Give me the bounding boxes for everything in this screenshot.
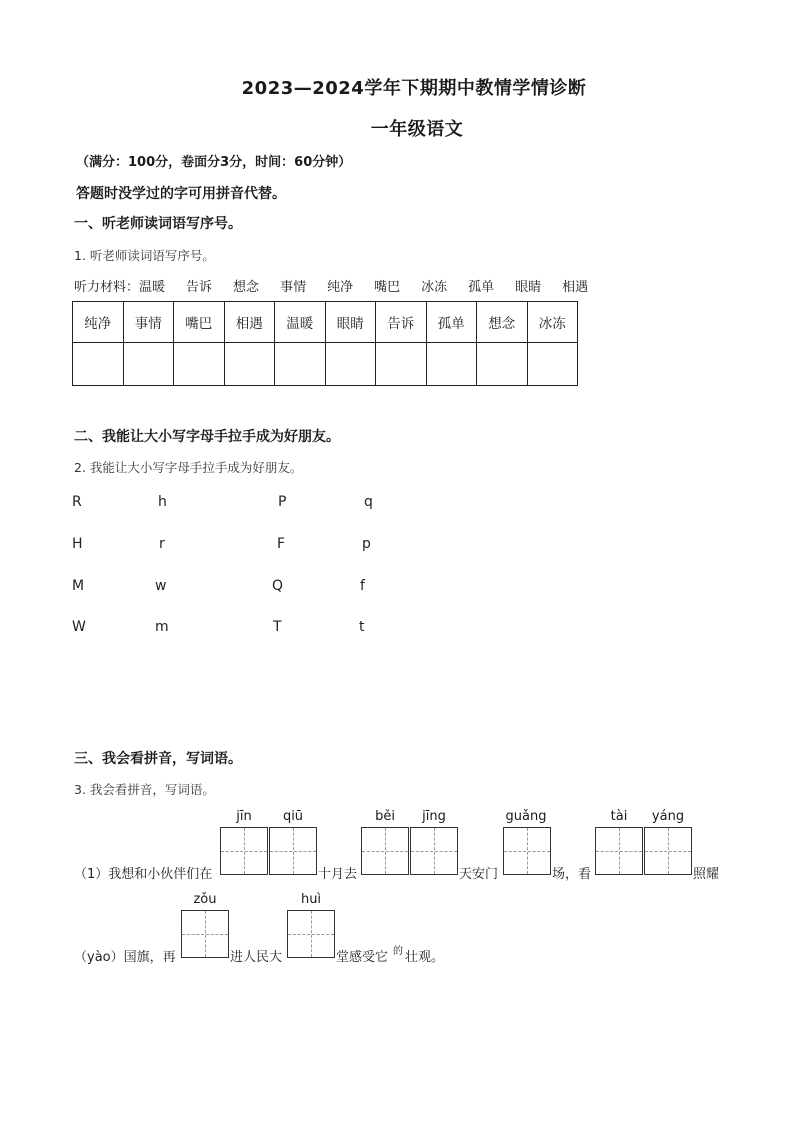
writing-box[interactable] [595,827,643,875]
letter: r [159,536,165,552]
order-table [72,301,578,386]
listen-word: 冰冻 [421,280,448,295]
section3-heading: 三、我会看拼音，写词语。 [74,751,242,767]
sentence-text: 壮观。 [405,950,445,965]
listen-word: 告诉 [186,280,213,295]
listen-word: 相遇 [562,280,589,295]
writing-box[interactable] [503,827,551,875]
sentence-text: 场，看 [552,867,592,882]
table-word-cell: 事情 [123,302,174,343]
table-word-cell: 嘴巴 [174,302,225,343]
letter: W [72,619,86,635]
letter: q [364,494,373,510]
table-word-cell: 冰冻 [527,302,578,343]
writing-box[interactable] [181,910,229,958]
sentence-text: 堂感受它 [336,950,389,965]
section2-heading: 二、我能让大小写字母手拉手成为好朋友。 [74,429,340,445]
table-row [73,302,578,343]
pinyin-label: běi [375,809,395,824]
letter: h [158,494,167,510]
sentence-text: 十月去 [318,867,358,882]
sentence-text: 的 [393,946,403,957]
pinyin-label: tài [610,809,628,824]
pinyin-label: zǒu [193,892,217,907]
letter: w [155,578,167,594]
pinyin-label: qiū [282,809,304,824]
letter: T [273,619,282,635]
listen-word: 孤单 [468,280,495,295]
letter: P [278,494,287,510]
answer-cell[interactable] [527,343,578,386]
letter: p [362,536,371,552]
table-row [73,343,578,386]
answer-cell[interactable] [73,343,124,386]
writing-box[interactable] [361,827,409,875]
listen-word: 纯净 [327,280,354,295]
writing-box[interactable] [287,910,335,958]
listen-word: 想念 [233,280,260,295]
listen-word: 眼睛 [515,280,542,295]
listen-word: 温暖 [139,280,166,295]
letter: M [72,578,85,594]
question3-text: 3. 我会看拼音，写词语。 [74,782,215,797]
listen-word: 事情 [280,280,307,295]
pinyin-label: guǎng [505,809,547,824]
answer-cell[interactable] [477,343,528,386]
letter: F [277,536,286,552]
table-word-cell: 相遇 [224,302,275,343]
table-word-cell: 告诉 [376,302,427,343]
sentence-text: 照耀 [693,867,720,882]
listening-label: 听力材料： [74,280,140,295]
score-info: （满分：100分，卷面分3分，时间：60分钟） [76,155,352,170]
sentence-text: （yào）国旗，再 [74,950,176,965]
writing-box[interactable] [220,827,268,875]
listening-material [74,276,588,295]
writing-box[interactable] [269,827,317,875]
pinyin-label: huì [300,892,322,907]
table-word-cell: 想念 [477,302,528,343]
writing-box[interactable] [410,827,458,875]
letter: m [155,619,169,635]
answer-cell[interactable] [325,343,376,386]
answer-cell[interactable] [426,343,477,386]
answer-note: 答题时没学过的字可用拼音代替。 [76,186,286,202]
answer-cell[interactable] [275,343,326,386]
answer-cell[interactable] [224,343,275,386]
exam-title: 2023—2024学年下期期中教情学情诊断 [241,78,587,99]
answer-cell[interactable] [174,343,225,386]
pinyin-label: jīn [236,809,252,824]
sentence-text: （1）我想和小伙伴们在 [74,867,213,882]
letter: H [72,536,83,552]
letter: t [359,619,365,635]
section1-heading: 一、听老师读词语写序号。 [74,216,242,232]
question2-text: 2. 我能让大小写字母手拉手成为好朋友。 [74,460,303,475]
table-word-cell: 温暖 [275,302,326,343]
answer-cell[interactable] [376,343,427,386]
letter: R [72,494,82,510]
pinyin-label: yáng [651,809,685,824]
question1-text: 1. 听老师读词语写序号。 [74,248,215,263]
sentence-text: 天安门 [459,867,499,882]
letter: f [360,578,365,594]
grade-title: 一年级语文 [370,119,464,140]
sentence-text: 进人民大 [230,950,283,965]
answer-cell[interactable] [123,343,174,386]
table-word-cell: 孤单 [426,302,477,343]
pinyin-label: jīng [422,809,446,824]
table-word-cell: 纯净 [73,302,124,343]
writing-box[interactable] [644,827,692,875]
letter: Q [272,578,284,594]
table-word-cell: 眼睛 [325,302,376,343]
listen-word: 嘴巴 [374,280,401,295]
